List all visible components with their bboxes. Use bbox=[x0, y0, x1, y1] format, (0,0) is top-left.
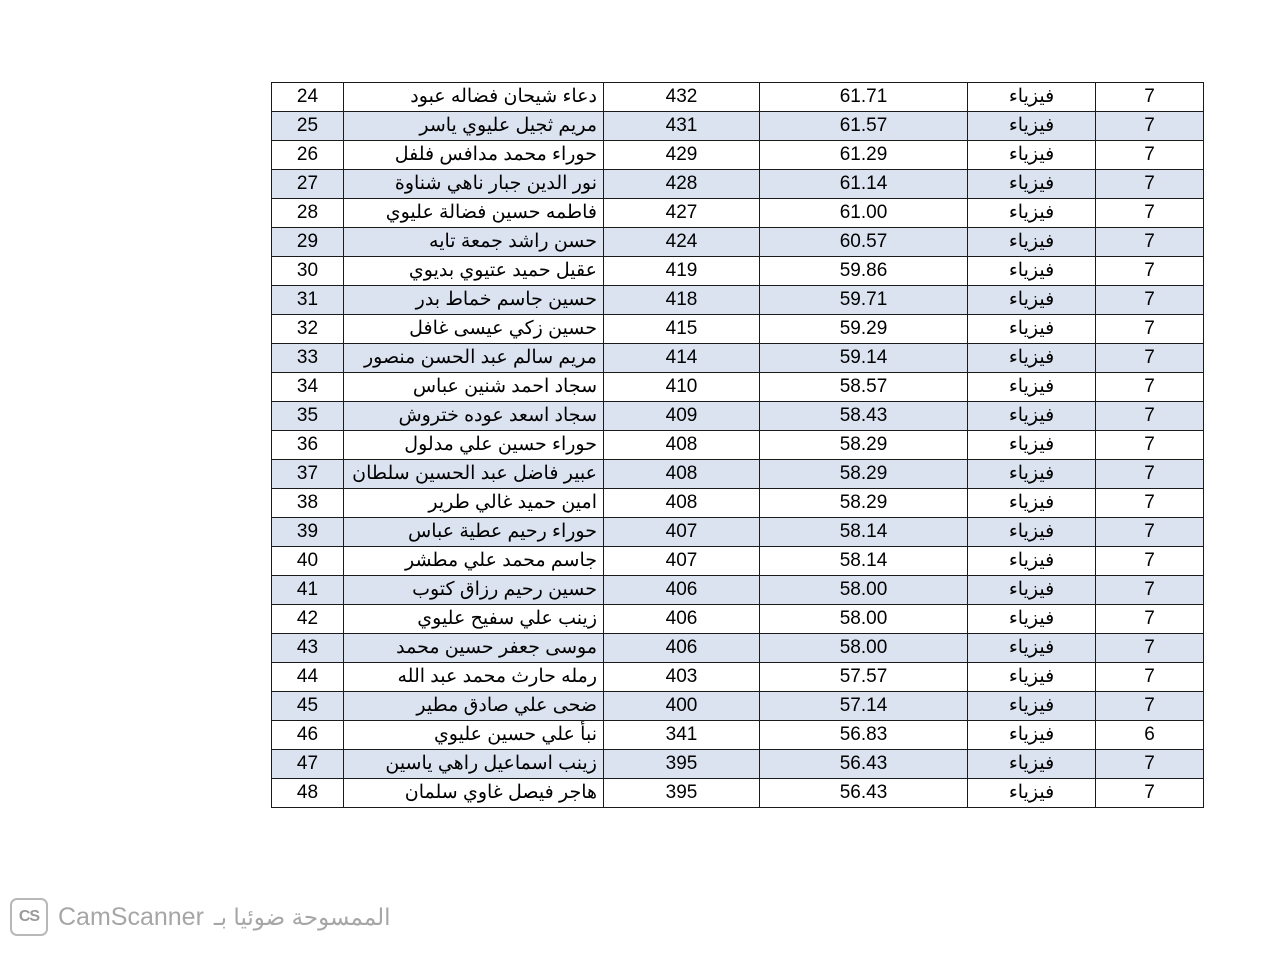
cell-name: زينب علي سفيح عليوي bbox=[344, 605, 604, 634]
cell-percent: 58.29 bbox=[760, 460, 968, 489]
table-row bbox=[272, 199, 1204, 228]
table-row bbox=[272, 170, 1204, 199]
cell-name: هاجر فيصل غاوي سلمان bbox=[344, 779, 604, 808]
cell-idx: 33 bbox=[272, 344, 344, 373]
cell-subject: فيزياء bbox=[968, 547, 1096, 576]
cell-subject: فيزياء bbox=[968, 489, 1096, 518]
cell-count: 7 bbox=[1096, 344, 1204, 373]
table-row bbox=[272, 344, 1204, 373]
cell-score: 409 bbox=[604, 402, 760, 431]
cell-subject: فيزياء bbox=[968, 518, 1096, 547]
cell-name: جاسم محمد علي مطشر bbox=[344, 547, 604, 576]
cell-name: حوراء حسين علي مدلول bbox=[344, 431, 604, 460]
cell-count: 7 bbox=[1096, 460, 1204, 489]
cell-subject: فيزياء bbox=[968, 692, 1096, 721]
cell-count: 7 bbox=[1096, 373, 1204, 402]
cell-score: 406 bbox=[604, 576, 760, 605]
table-row bbox=[272, 228, 1204, 257]
cell-count: 7 bbox=[1096, 286, 1204, 315]
cell-idx: 40 bbox=[272, 547, 344, 576]
cell-count: 7 bbox=[1096, 402, 1204, 431]
cell-percent: 60.57 bbox=[760, 228, 968, 257]
cell-score: 403 bbox=[604, 663, 760, 692]
table-row bbox=[272, 373, 1204, 402]
cell-count: 6 bbox=[1096, 721, 1204, 750]
cell-score: 427 bbox=[604, 199, 760, 228]
grades-table-container bbox=[272, 82, 1204, 808]
cell-subject: فيزياء bbox=[968, 257, 1096, 286]
cell-subject: فيزياء bbox=[968, 315, 1096, 344]
cell-count: 7 bbox=[1096, 605, 1204, 634]
table-row bbox=[272, 779, 1204, 808]
cell-subject: فيزياء bbox=[968, 460, 1096, 489]
cell-name: امين حميد غالي طرير bbox=[344, 489, 604, 518]
cell-count: 7 bbox=[1096, 692, 1204, 721]
cell-score: 406 bbox=[604, 605, 760, 634]
cell-subject: فيزياء bbox=[968, 402, 1096, 431]
cell-subject: فيزياء bbox=[968, 721, 1096, 750]
cell-idx: 34 bbox=[272, 373, 344, 402]
cell-score: 408 bbox=[604, 460, 760, 489]
cell-score: 419 bbox=[604, 257, 760, 286]
table-row bbox=[272, 431, 1204, 460]
cell-score: 406 bbox=[604, 634, 760, 663]
table-row bbox=[272, 315, 1204, 344]
cell-score: 400 bbox=[604, 692, 760, 721]
cell-percent: 61.71 bbox=[760, 83, 968, 112]
cell-subject: فيزياء bbox=[968, 286, 1096, 315]
table-row bbox=[272, 460, 1204, 489]
cell-idx: 42 bbox=[272, 605, 344, 634]
table-row bbox=[272, 576, 1204, 605]
cell-name: عقيل حميد عتيوي بديوي bbox=[344, 257, 604, 286]
cell-score: 414 bbox=[604, 344, 760, 373]
cell-count: 7 bbox=[1096, 431, 1204, 460]
cell-percent: 59.71 bbox=[760, 286, 968, 315]
cell-subject: فيزياء bbox=[968, 663, 1096, 692]
cell-name: نبأ علي حسين عليوي bbox=[344, 721, 604, 750]
cell-percent: 58.29 bbox=[760, 489, 968, 518]
cell-subject: فيزياء bbox=[968, 779, 1096, 808]
cell-score: 408 bbox=[604, 489, 760, 518]
cell-name: زينب اسماعيل راهي ياسين bbox=[344, 750, 604, 779]
cell-count: 7 bbox=[1096, 83, 1204, 112]
cell-subject: فيزياء bbox=[968, 634, 1096, 663]
cell-idx: 46 bbox=[272, 721, 344, 750]
cell-subject: فيزياء bbox=[968, 199, 1096, 228]
cell-count: 7 bbox=[1096, 170, 1204, 199]
cell-score: 395 bbox=[604, 779, 760, 808]
cell-name: حسين جاسم خماط بدر bbox=[344, 286, 604, 315]
table-row bbox=[272, 112, 1204, 141]
cell-idx: 29 bbox=[272, 228, 344, 257]
cell-subject: فيزياء bbox=[968, 228, 1096, 257]
cell-idx: 32 bbox=[272, 315, 344, 344]
cell-percent: 56.83 bbox=[760, 721, 968, 750]
cell-score: 429 bbox=[604, 141, 760, 170]
cell-idx: 41 bbox=[272, 576, 344, 605]
camscanner-logo-icon: CS bbox=[10, 898, 48, 936]
cell-idx: 48 bbox=[272, 779, 344, 808]
cell-score: 410 bbox=[604, 373, 760, 402]
cell-idx: 24 bbox=[272, 83, 344, 112]
cell-subject: فيزياء bbox=[968, 750, 1096, 779]
cell-score: 432 bbox=[604, 83, 760, 112]
cell-count: 7 bbox=[1096, 634, 1204, 663]
cell-percent: 61.57 bbox=[760, 112, 968, 141]
cell-subject: فيزياء bbox=[968, 605, 1096, 634]
cell-percent: 56.43 bbox=[760, 750, 968, 779]
cell-count: 7 bbox=[1096, 112, 1204, 141]
cell-count: 7 bbox=[1096, 489, 1204, 518]
cell-percent: 59.14 bbox=[760, 344, 968, 373]
cell-name: حسن راشد جمعة تايه bbox=[344, 228, 604, 257]
cell-percent: 59.86 bbox=[760, 257, 968, 286]
cell-idx: 25 bbox=[272, 112, 344, 141]
cell-percent: 59.29 bbox=[760, 315, 968, 344]
cell-score: 428 bbox=[604, 170, 760, 199]
cell-percent: 61.29 bbox=[760, 141, 968, 170]
cell-name: حوراء رحيم عطية عباس bbox=[344, 518, 604, 547]
cell-name: رمله حارث محمد عبد الله bbox=[344, 663, 604, 692]
table-row bbox=[272, 141, 1204, 170]
cell-name: ضحى علي صادق مطير bbox=[344, 692, 604, 721]
cell-subject: فيزياء bbox=[968, 344, 1096, 373]
table-row bbox=[272, 83, 1204, 112]
cell-subject: فيزياء bbox=[968, 141, 1096, 170]
cell-subject: فيزياء bbox=[968, 576, 1096, 605]
table-row bbox=[272, 663, 1204, 692]
cell-percent: 58.14 bbox=[760, 547, 968, 576]
cell-count: 7 bbox=[1096, 576, 1204, 605]
cell-score: 395 bbox=[604, 750, 760, 779]
cell-name: حوراء محمد مدافس فلفل bbox=[344, 141, 604, 170]
cell-name: مريم ثجيل عليوي ياسر bbox=[344, 112, 604, 141]
cell-name: حسين زكي عيسى غافل bbox=[344, 315, 604, 344]
cell-score: 407 bbox=[604, 518, 760, 547]
cell-score: 341 bbox=[604, 721, 760, 750]
table-row bbox=[272, 286, 1204, 315]
cell-percent: 61.00 bbox=[760, 199, 968, 228]
cell-count: 7 bbox=[1096, 315, 1204, 344]
cell-subject: فيزياء bbox=[968, 112, 1096, 141]
table-row bbox=[272, 605, 1204, 634]
cell-count: 7 bbox=[1096, 547, 1204, 576]
cell-count: 7 bbox=[1096, 750, 1204, 779]
cell-idx: 37 bbox=[272, 460, 344, 489]
cell-idx: 31 bbox=[272, 286, 344, 315]
cell-subject: فيزياء bbox=[968, 373, 1096, 402]
table-row bbox=[272, 750, 1204, 779]
cell-idx: 35 bbox=[272, 402, 344, 431]
cell-idx: 39 bbox=[272, 518, 344, 547]
cell-percent: 58.57 bbox=[760, 373, 968, 402]
table-row bbox=[272, 489, 1204, 518]
cell-percent: 58.29 bbox=[760, 431, 968, 460]
table-row bbox=[272, 257, 1204, 286]
cell-name: سجاد اسعد عوده ختروش bbox=[344, 402, 604, 431]
grades-table bbox=[271, 82, 1204, 808]
cell-percent: 61.14 bbox=[760, 170, 968, 199]
table-row bbox=[272, 547, 1204, 576]
cell-count: 7 bbox=[1096, 228, 1204, 257]
cell-percent: 57.14 bbox=[760, 692, 968, 721]
cell-count: 7 bbox=[1096, 141, 1204, 170]
cell-percent: 58.43 bbox=[760, 402, 968, 431]
cell-percent: 56.43 bbox=[760, 779, 968, 808]
table-row bbox=[272, 518, 1204, 547]
cell-name: حسين رحيم رزاق كتوب bbox=[344, 576, 604, 605]
cell-subject: فيزياء bbox=[968, 170, 1096, 199]
cell-percent: 58.00 bbox=[760, 634, 968, 663]
cell-percent: 58.00 bbox=[760, 576, 968, 605]
cell-idx: 27 bbox=[272, 170, 344, 199]
cell-count: 7 bbox=[1096, 663, 1204, 692]
cell-score: 407 bbox=[604, 547, 760, 576]
table-row bbox=[272, 721, 1204, 750]
cell-score: 415 bbox=[604, 315, 760, 344]
cell-idx: 43 bbox=[272, 634, 344, 663]
camscanner-arabic-label: الممسوحة ضوئيا بـ bbox=[213, 903, 391, 930]
cell-name: مريم سالم عبد الحسن منصور bbox=[344, 344, 604, 373]
cell-score: 418 bbox=[604, 286, 760, 315]
cell-count: 7 bbox=[1096, 518, 1204, 547]
camscanner-brand-label: CamScanner bbox=[58, 902, 204, 931]
cell-idx: 38 bbox=[272, 489, 344, 518]
cell-name: عبير فاضل عبد الحسين سلطان bbox=[344, 460, 604, 489]
cell-idx: 36 bbox=[272, 431, 344, 460]
camscanner-watermark bbox=[10, 898, 391, 936]
cell-idx: 45 bbox=[272, 692, 344, 721]
table-row bbox=[272, 402, 1204, 431]
cell-idx: 30 bbox=[272, 257, 344, 286]
cell-idx: 44 bbox=[272, 663, 344, 692]
cell-count: 7 bbox=[1096, 257, 1204, 286]
cell-percent: 58.14 bbox=[760, 518, 968, 547]
cell-score: 408 bbox=[604, 431, 760, 460]
cell-percent: 58.00 bbox=[760, 605, 968, 634]
grades-table-body bbox=[272, 83, 1204, 808]
cell-percent: 57.57 bbox=[760, 663, 968, 692]
table-row bbox=[272, 634, 1204, 663]
cell-score: 424 bbox=[604, 228, 760, 257]
cell-name: سجاد احمد شنين عباس bbox=[344, 373, 604, 402]
cell-idx: 28 bbox=[272, 199, 344, 228]
cell-subject: فيزياء bbox=[968, 83, 1096, 112]
cell-subject: فيزياء bbox=[968, 431, 1096, 460]
cell-idx: 47 bbox=[272, 750, 344, 779]
cell-score: 431 bbox=[604, 112, 760, 141]
cell-name: فاطمه حسين فضالة عليوي bbox=[344, 199, 604, 228]
cell-count: 7 bbox=[1096, 779, 1204, 808]
cell-name: دعاء شيحان فضاله عبود bbox=[344, 83, 604, 112]
cell-idx: 26 bbox=[272, 141, 344, 170]
cell-name: نور الدين جبار ناهي شناوة bbox=[344, 170, 604, 199]
table-row bbox=[272, 692, 1204, 721]
cell-count: 7 bbox=[1096, 199, 1204, 228]
cell-name: موسى جعفر حسين محمد bbox=[344, 634, 604, 663]
